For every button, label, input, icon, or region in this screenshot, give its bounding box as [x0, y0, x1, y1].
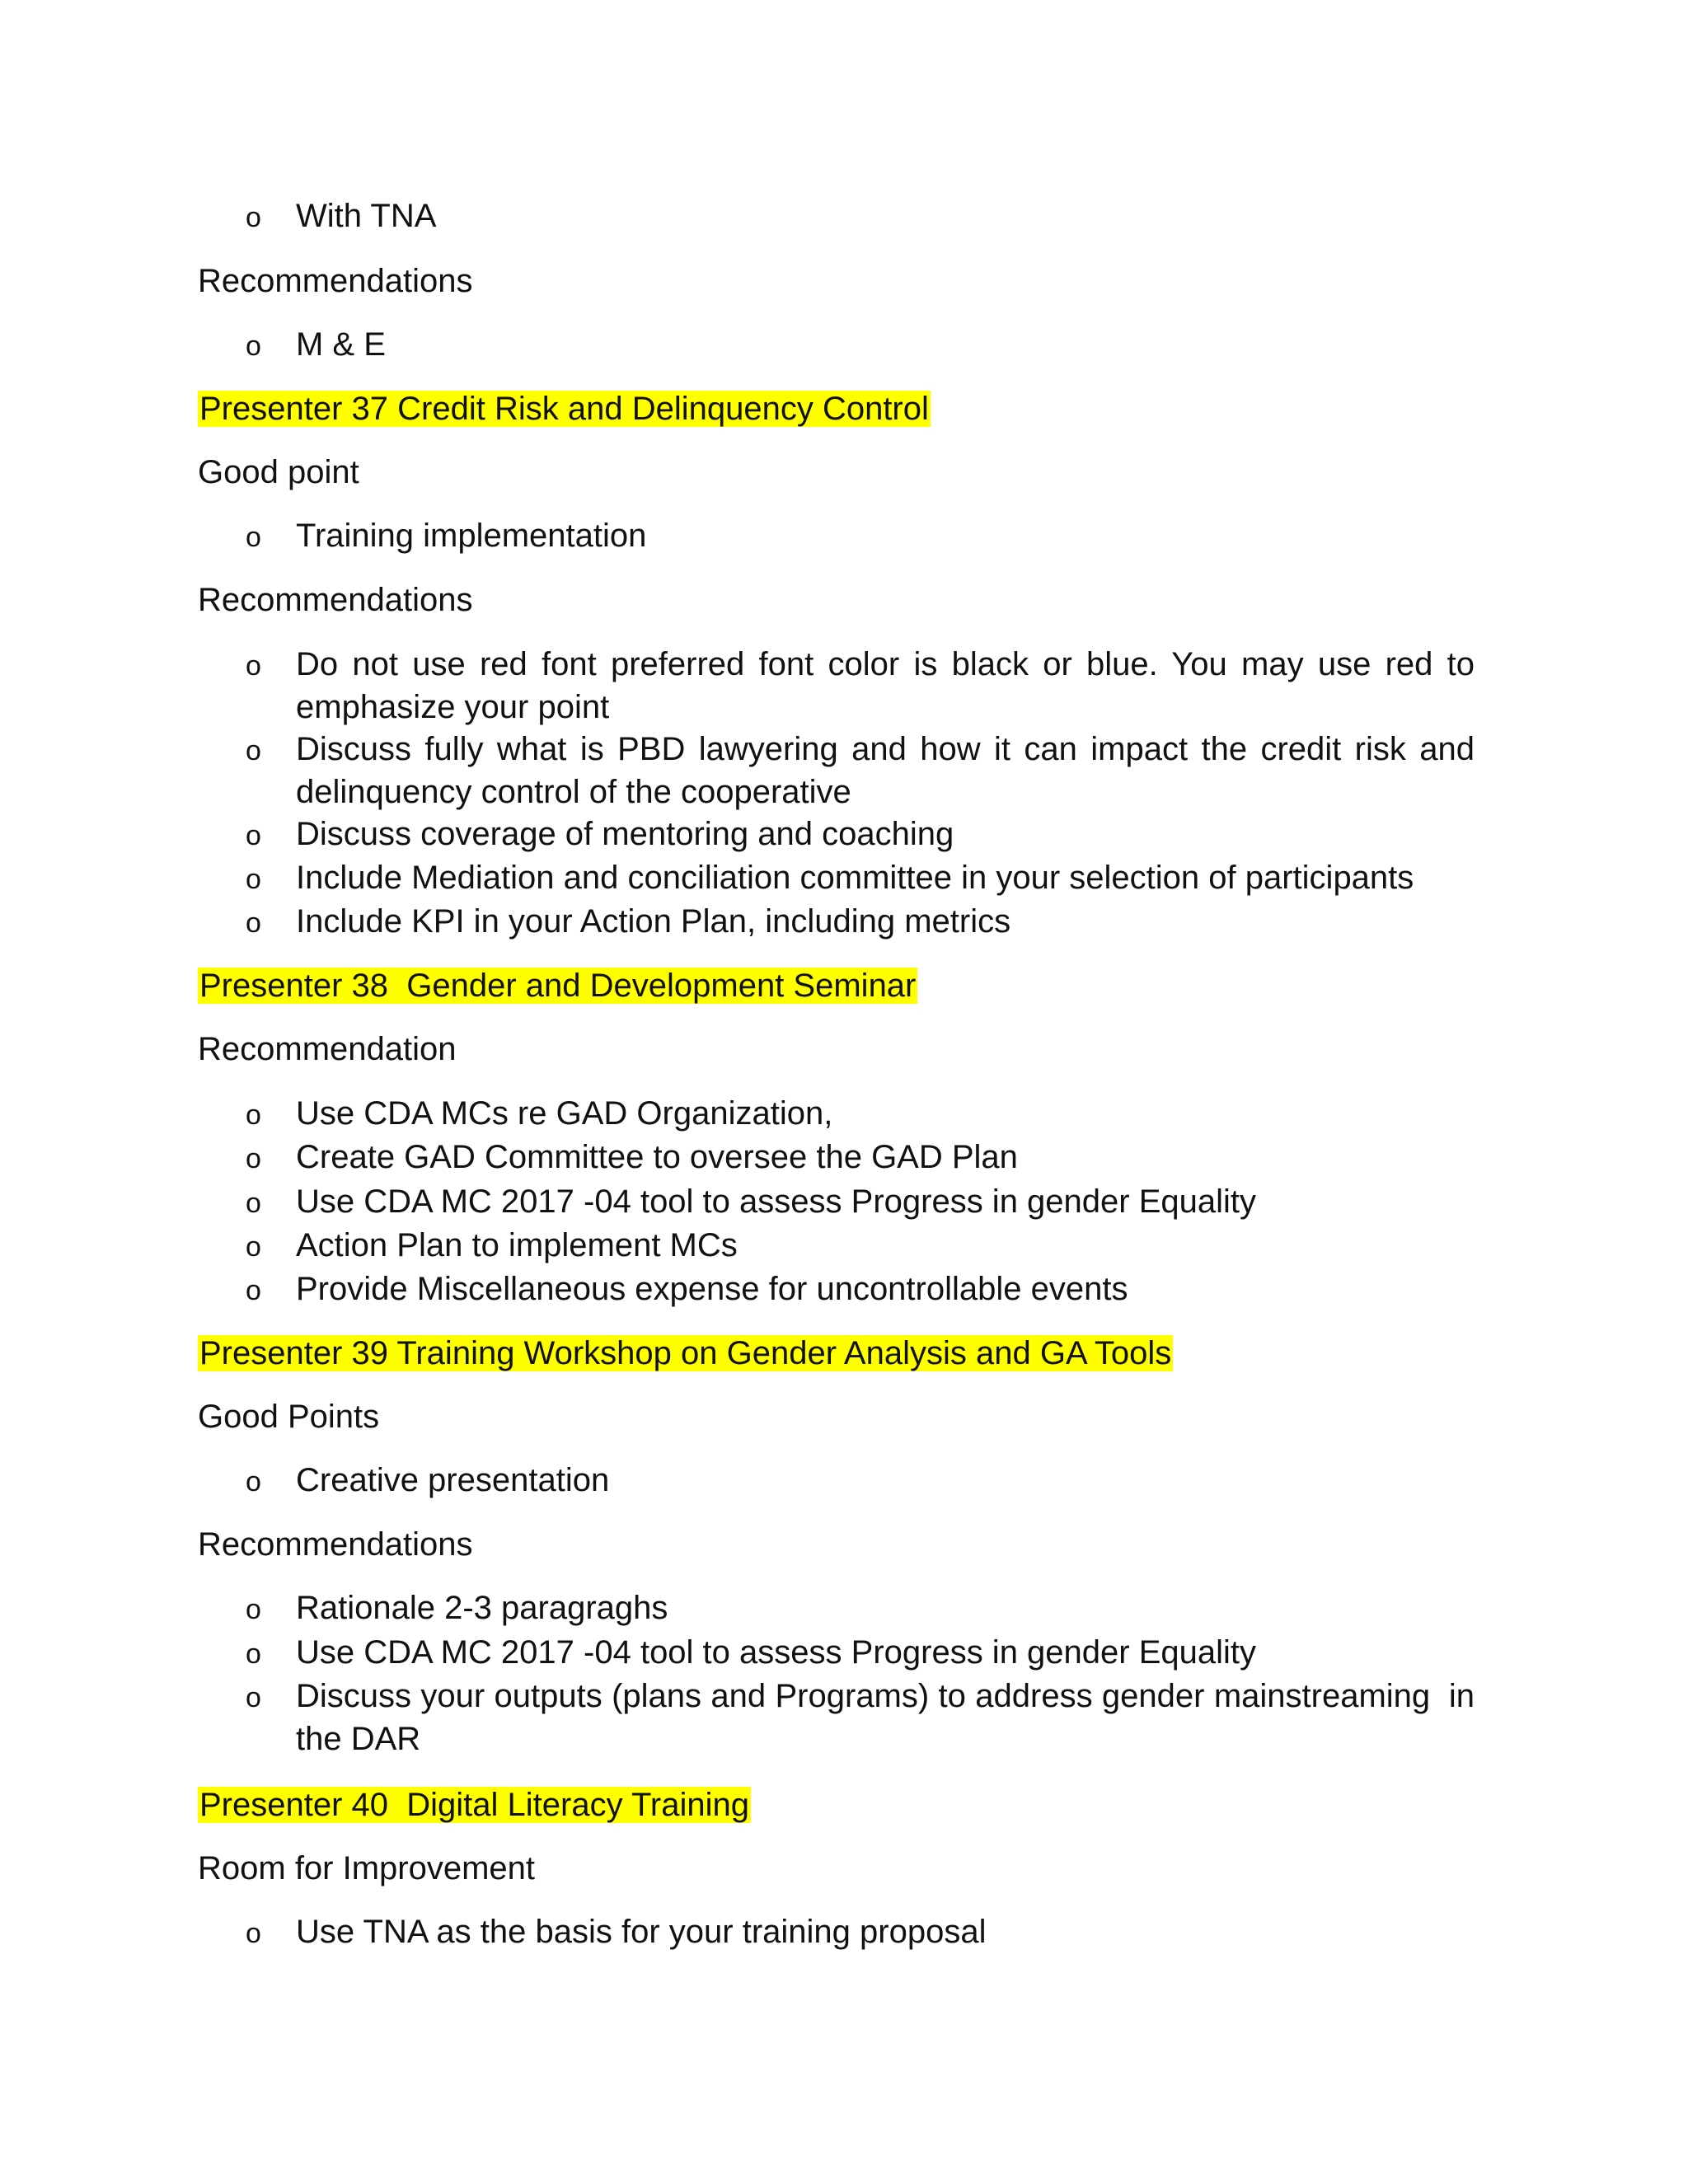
presenter-heading-text: Presenter 39 Training Workshop on Gender Analysis and GA Tools — [199, 1335, 1172, 1371]
list-item-text: Use CDA MC 2017 -04 tool to assess Progress in gender Equality — [296, 1634, 1257, 1671]
presenter-heading-text: Presenter 40 Digital Literacy Training — [199, 1787, 749, 1823]
section-label: Recommendations — [198, 1526, 473, 1563]
presenter-heading — [198, 964, 917, 1007]
bullet-icon: o — [246, 1188, 261, 1219]
section-label: Good point — [198, 454, 359, 490]
bullet-icon: o — [246, 650, 261, 682]
section-label: Recommendations — [198, 582, 473, 618]
list-item-text: Provide Miscellaneous expense for uncontrollable events — [296, 1271, 1128, 1307]
presenter-heading-text: Presenter 37 Credit Risk and Delinquency Control — [199, 391, 929, 427]
list-item-text: Rationale 2-3 paragraghs — [296, 1590, 668, 1626]
bullet-icon: o — [246, 1594, 261, 1625]
bullet-icon: o — [246, 820, 261, 851]
list-item-text: Training implementation — [296, 518, 647, 554]
bullet-icon: o — [246, 1143, 261, 1174]
list-item-text: With TNA — [296, 198, 437, 234]
presenter-heading — [198, 1332, 1173, 1375]
list-item-text: Include Mediation and conciliation committee in your selection of participants — [296, 860, 1414, 896]
list-item-text: Use CDA MCs re GAD Organization, — [296, 1095, 833, 1132]
bullet-icon: o — [246, 1638, 261, 1670]
presenter-heading-text: Presenter 38 Gender and Development Seminar — [199, 968, 917, 1004]
section-label: Room for Improvement — [198, 1850, 536, 1886]
section-label: Recommendation — [198, 1031, 457, 1067]
list-item-text: Discuss your outputs (plans and Programs) to address gender mainstreaming in the DAR — [296, 1678, 1484, 1757]
presenter-heading — [198, 1783, 751, 1826]
list-item-text: Use CDA MC 2017 -04 tool to assess Progress in gender Equality — [296, 1183, 1257, 1220]
bullet-icon: o — [246, 1466, 261, 1497]
presenter-heading — [198, 387, 931, 430]
bullet-icon: o — [246, 522, 261, 553]
bullet-icon: o — [246, 1275, 261, 1306]
list-item-text: M & E — [296, 326, 386, 363]
section-label: Good Points — [198, 1399, 380, 1435]
bullet-icon: o — [246, 1231, 261, 1263]
list-item-text: Action Plan to implement MCs — [296, 1227, 738, 1263]
list-item-text: Discuss coverage of mentoring and coaching — [296, 816, 954, 852]
bullet-icon: o — [246, 1099, 261, 1131]
bullet-icon: o — [246, 735, 261, 766]
list-item-text: Do not use red font preferred font color is black or blue. You may use red to emphasize your point — [296, 646, 1475, 725]
bullet-icon: o — [246, 1918, 261, 1949]
list-item-text: Discuss fully what is PBD lawyering and how it can impact the credit risk and delinquency control of the cooperative — [296, 731, 1475, 810]
list-item-text: Create GAD Committee to oversee the GAD Plan — [296, 1139, 1018, 1175]
bullet-icon: o — [246, 330, 261, 362]
list-item-text: Use TNA as the basis for your training proposal — [296, 1914, 987, 1950]
bullet-icon: o — [246, 864, 261, 895]
list-item-text: Include KPI in your Action Plan, including metrics — [296, 903, 1011, 940]
bullet-icon: o — [246, 1682, 261, 1713]
section-label: Recommendations — [198, 263, 473, 299]
list-item-text: Creative presentation — [296, 1462, 610, 1498]
bullet-icon: o — [246, 202, 261, 233]
bullet-icon: o — [246, 907, 261, 939]
